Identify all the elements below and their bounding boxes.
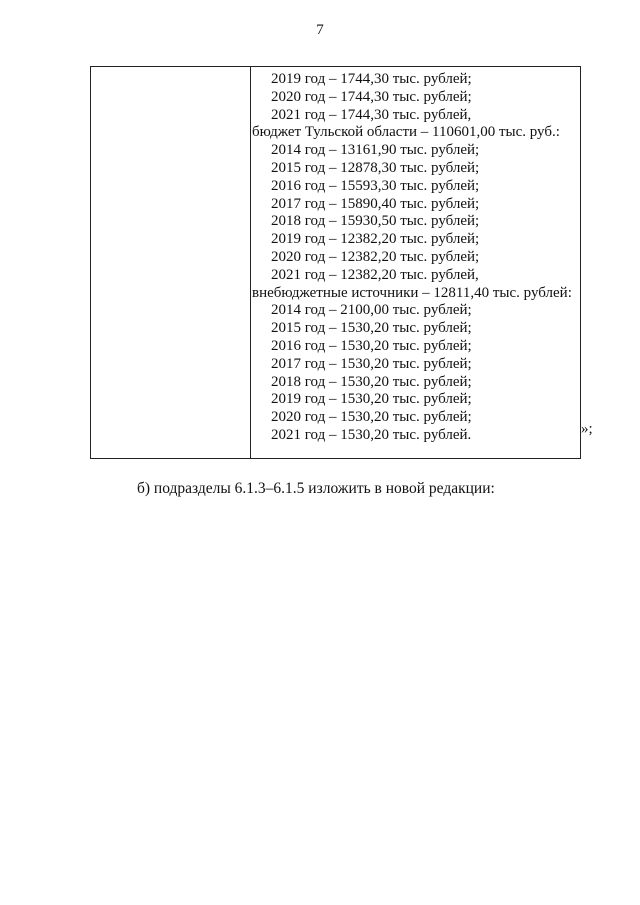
funding-year-line: 2019 год – 12382,20 тыс. рублей; [271,231,480,248]
funding-year-line: 2017 год – 15890,40 тыс. рублей; [271,195,480,212]
funding-year-line: 2015 год – 12878,30 тыс. рублей; [271,159,480,176]
funding-year-line: 2016 год – 1530,20 тыс. рублей; [271,337,472,354]
funding-year-line: 2017 год – 1530,20 тыс. рублей; [271,355,472,372]
closing-quote: »; [581,421,593,437]
page-number: 7 [316,22,324,38]
funding-year-line: 2014 год – 2100,00 тыс. рублей; [271,302,472,319]
funding-year-line: 2021 год – 1744,30 тыс. рублей, [271,106,472,123]
funding-year-line: 2021 год – 1530,20 тыс. рублей. [271,426,472,443]
funding-year-line: 2015 год – 1530,20 тыс. рублей; [271,320,472,337]
instruction-text: б) подразделы 6.1.3–6.1.5 изложить в новой редакции: [137,480,495,497]
funding-year-line: 2020 год – 1744,30 тыс. рублей; [271,88,472,105]
funding-year-line: 2019 год – 1744,30 тыс. рублей; [271,71,472,87]
funding-source-line: внебюджетные источники – 12811,40 тыс. рублей: [252,284,572,301]
funding-year-line: 2016 год – 15593,30 тыс. рублей; [271,177,480,194]
funding-year-line: 2021 год – 12382,20 тыс. рублей, [271,266,479,283]
funding-source-line: бюджет Тульской области – 110601,00 тыс. руб.: [252,124,560,141]
funding-year-line: 2020 год – 12382,20 тыс. рублей; [271,248,480,265]
funding-table [90,66,581,459]
funding-year-line: 2019 год – 1530,20 тыс. рублей; [271,391,472,408]
funding-year-line: 2018 год – 15930,50 тыс. рублей; [271,213,480,230]
funding-year-line: 2018 год – 1530,20 тыс. рублей; [271,373,472,390]
funding-lines [249,71,580,445]
funding-year-line: 2014 год – 13161,90 тыс. рублей; [271,142,480,159]
funding-year-line: 2020 год – 1530,20 тыс. рублей; [271,409,472,426]
